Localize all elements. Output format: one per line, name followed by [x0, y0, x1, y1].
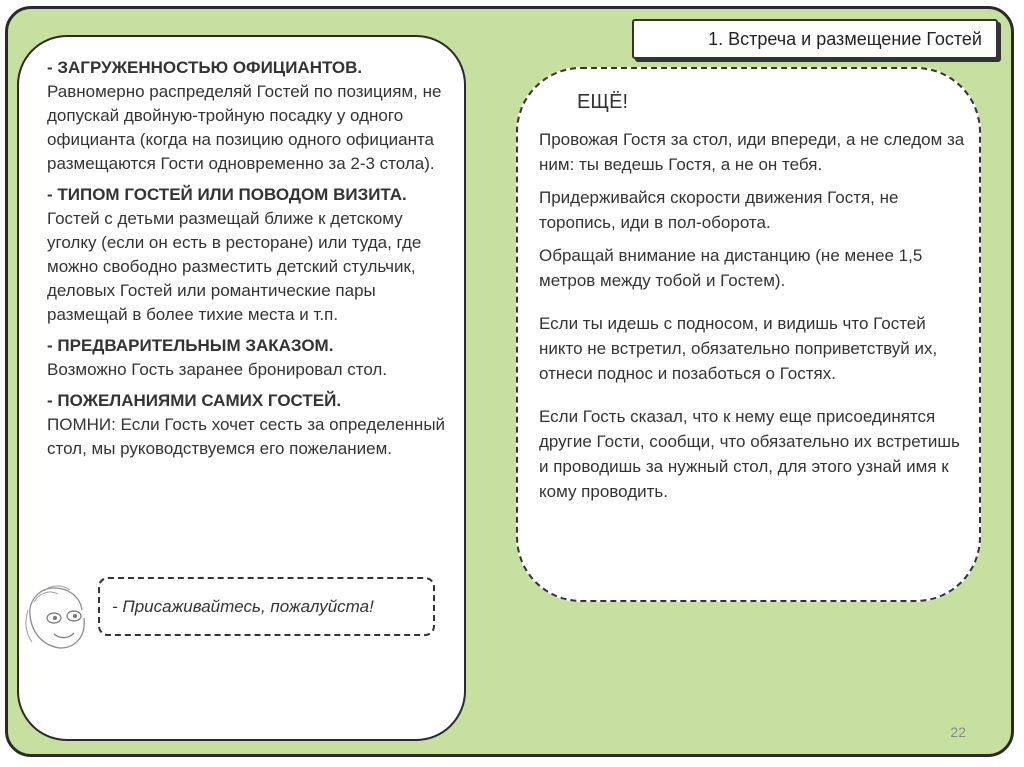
- tip-paragraph: Если Гость сказал, что к нему еще присоединятся другие Гости, сообщи, что обязательно их встретишь и проводишь за нужный стол, для этого узнай имя к кому проводить.: [539, 407, 960, 501]
- right-content: [539, 90, 969, 512]
- tip-paragraph: Обращай внимание на дистанцию (не менее 1,5 метров между тобой и Гостем).: [539, 246, 923, 290]
- tip-paragraph: Провожая Гостя за стол, иди впереди, а не следом за ним: ты ведешь Гостя, а не он тебя.: [539, 130, 965, 174]
- factor-block: [47, 334, 447, 382]
- factor-text: Возможно Гость заранее бронировал стол.: [47, 360, 388, 379]
- factor-heading: - ТИПОМ ГОСТЕЙ ИЛИ ПОВОДОМ ВИЗИТА.: [47, 185, 407, 204]
- factor-heading: - ЗАГРУЖЕННОСТЬЮ ОФИЦИАНТОВ.: [47, 58, 363, 77]
- factor-text: ПОМНИ: Если Гость хочет сесть за определенный стол, мы руководствуемся его пожеланием.: [47, 415, 446, 458]
- page-number: 22: [950, 724, 966, 740]
- factor-block: [47, 56, 447, 176]
- slide-title-text: 1. Встреча и размещение Гостей: [708, 28, 982, 49]
- greeting-callout: [98, 577, 435, 636]
- tip-paragraph: Если ты идешь с подносом, и видишь что Гостей никто не встретил, обязательно поприветствуй их, отнеси поднос и позаботься о Гостях.: [539, 314, 938, 383]
- slide-title: [632, 19, 998, 59]
- more-heading: ЕЩЁ!: [577, 91, 628, 113]
- factor-text: Равномерно распределяй Гостей по позициям, не допускай двойную-тройную посадку у одного официанта (когда на позицию одного официанта размещаются Гости одновременно за 2-3 стола).: [47, 82, 442, 173]
- factor-heading: - ПОЖЕЛАНИЯМИ САМИХ ГОСТЕЙ.: [47, 391, 342, 410]
- factor-text: Гостей с детьми размещай ближе к детскому уголку (если он есть в ресторане) или туда, где можно свободно разместить детский стульчик, деловых Гостей или романтические пары размещай в более тихие места и т.п.: [47, 209, 422, 324]
- factor-heading: - ПРЕДВАРИТЕЛЬНЫМ ЗАКАЗОМ.: [47, 336, 334, 355]
- factor-block: [47, 389, 447, 461]
- waiter-sketch-icon: [24, 576, 98, 654]
- tip-paragraph: Придерживайся скорости движения Гостя, не торопись, иди в пол-оборота.: [539, 188, 899, 232]
- factor-block: [47, 183, 447, 327]
- left-content: [47, 56, 447, 468]
- greeting-text: - Присаживайтесь, пожалуйста!: [112, 596, 374, 616]
